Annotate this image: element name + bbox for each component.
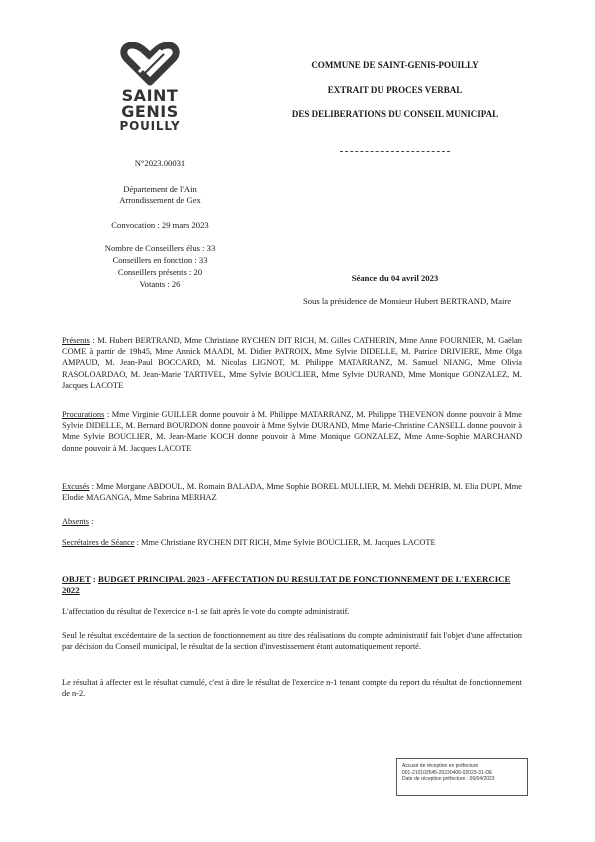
heart-logo-icon <box>120 42 180 86</box>
objet-block <box>62 574 522 596</box>
commune-title: COMMUNE DE SAINT-GENIS-POUILLY <box>311 60 479 70</box>
stamp-line-reference: 001-210103545-20230406-02023-31-DE <box>402 769 493 776</box>
conseillers-presents: Conseillers présents : 20 <box>117 267 203 277</box>
header-divider <box>340 151 450 152</box>
conseillers-fonction: Conseillers en fonction : 33 <box>112 255 208 265</box>
secretaires-text: : Mme Christiane RYCHEN DIT RICH, Mme Sylvie BOUCLIER, M. Jacques LACOTE <box>134 538 436 547</box>
paragraph-resultat-excedentaire: Seul le résultat excédentaire de la section de fonctionnement au titre des réalisations du compte administratif fait l'objet d'une affectation par décision du Conseil municipal, le résultat de la section d'investissement étant automatiquement reporté. <box>62 631 522 652</box>
logo-word-saint: SAINT <box>121 86 179 105</box>
paragraph-resultat-cumule: Le résultat à affecter est le résultat cumulé, c'est à dire le résultat de l'exercice n-1 tenant compte du report du résultat de fonctionnement de n-2. <box>62 678 522 699</box>
stamp-line-date: Date de réception préfecture : 06/04/2023 <box>402 776 495 782</box>
commune-logo <box>112 42 188 132</box>
secretaires-block <box>62 537 522 548</box>
logo-word-pouilly: POUILLY <box>119 119 181 133</box>
stamp-line-accuse: Accusé de réception en préfecture <box>402 763 479 769</box>
convocation-date: Convocation : 29 mars 2023 <box>111 220 209 230</box>
absents-text: : <box>89 517 94 526</box>
excuses-block <box>62 481 522 503</box>
arrondissement: Arrondissement de Gex <box>119 195 201 205</box>
excuses-text: : Mme Morgane ABDOUL, M. Romain BALADA, Mme Sophie BOREL MULLIER, M. Mehdi DEHRIB, M. Elia DUPI, Mme Elodie MAGANGA, Mme Sabrina MERHAZ <box>62 482 522 503</box>
objet-separator: : <box>90 574 99 584</box>
presidence: Sous la présidence de Monsieur Hubert BERTRAND, Maire <box>302 296 512 306</box>
prefecture-receipt-stamp <box>396 758 528 796</box>
procurations-text: : Mme Virginie GUILLER donne pouvoir à M. Philippe MATARRANZ, M. Philippe THEVENON donne pouvoir à Mme Sylvie DIDELLE, M. Bernard BOURDON donne pouvoir à Mme Sylvie DURAND, Mme Marie-Christine CANSELL donne pouvoir à Mme Sylvie BOUCLIER, M. Jean-Marie KOCH donne pouvoir à Mme Monique GONZALEZ, Mme Anne-Sophie MARCHAND donne pouvoir à M. Jacques LACOTE <box>62 410 522 453</box>
votants: Votants : 26 <box>139 279 181 289</box>
seance-date: Séance du 04 avril 2023 <box>351 273 439 283</box>
procurations-label: Procurations <box>62 410 105 419</box>
conseillers-elus: Nombre de Conseillers élus : 33 <box>104 243 216 253</box>
paragraph-affectation: L'affectation du résultat de l'exercice n-1 se fait après le vote du compte administratif. <box>62 607 350 616</box>
logo-word-genis: GENIS <box>121 102 179 121</box>
deliberation-number: N°2023.00031 <box>134 158 186 168</box>
presents-label: Présents <box>62 336 90 345</box>
procurations-block <box>62 409 522 454</box>
secretaires-label: Secrétaires de Séance <box>62 538 135 547</box>
extrait-title: EXTRAIT DU PROCES VERBAL <box>327 85 463 95</box>
presents-text: : M. Hubert BERTRAND, Mme Christiane RYCHEN DIT RICH, M. Gilles CATHERIN, Mme Anne FOURNIER, M. Gaëlan COME à partir de 19h45, Mme Annick MAADI, M. Didier PATROIX, Mme Sylvie DIDELLE, M. Patrice DRIVIERE, Mme Olga AMPAUD, M. Jean-Paul BOCCARD, M. Nicolas LIGNOT, M. Philippe MATARRANZ, M. Samuel NIANG, Mme Olivia RASOLOARDAO, M. Jean-Marie TARTIVEL, Mme Sylvie BOUCLIER, Mme Sylvie DURAND, Mme Monique GONZALEZ, M. Jacques LACOTE <box>62 336 522 390</box>
departement: Département de l'Ain <box>123 184 197 194</box>
deliberations-title: DES DELIBERATIONS DU CONSEIL MUNICIPAL <box>291 109 499 119</box>
absents-label: Absents <box>62 517 89 526</box>
presents-block <box>62 335 522 391</box>
absents-block <box>62 516 522 527</box>
excuses-label: Excusés <box>62 482 90 491</box>
objet-text: BUDGET PRINCIPAL 2023 - AFFECTATION DU RESULTAT DE FONCTIONNEMENT DE L'EXERCICE 2022 <box>62 574 511 595</box>
objet-label: OBJET <box>62 574 91 584</box>
